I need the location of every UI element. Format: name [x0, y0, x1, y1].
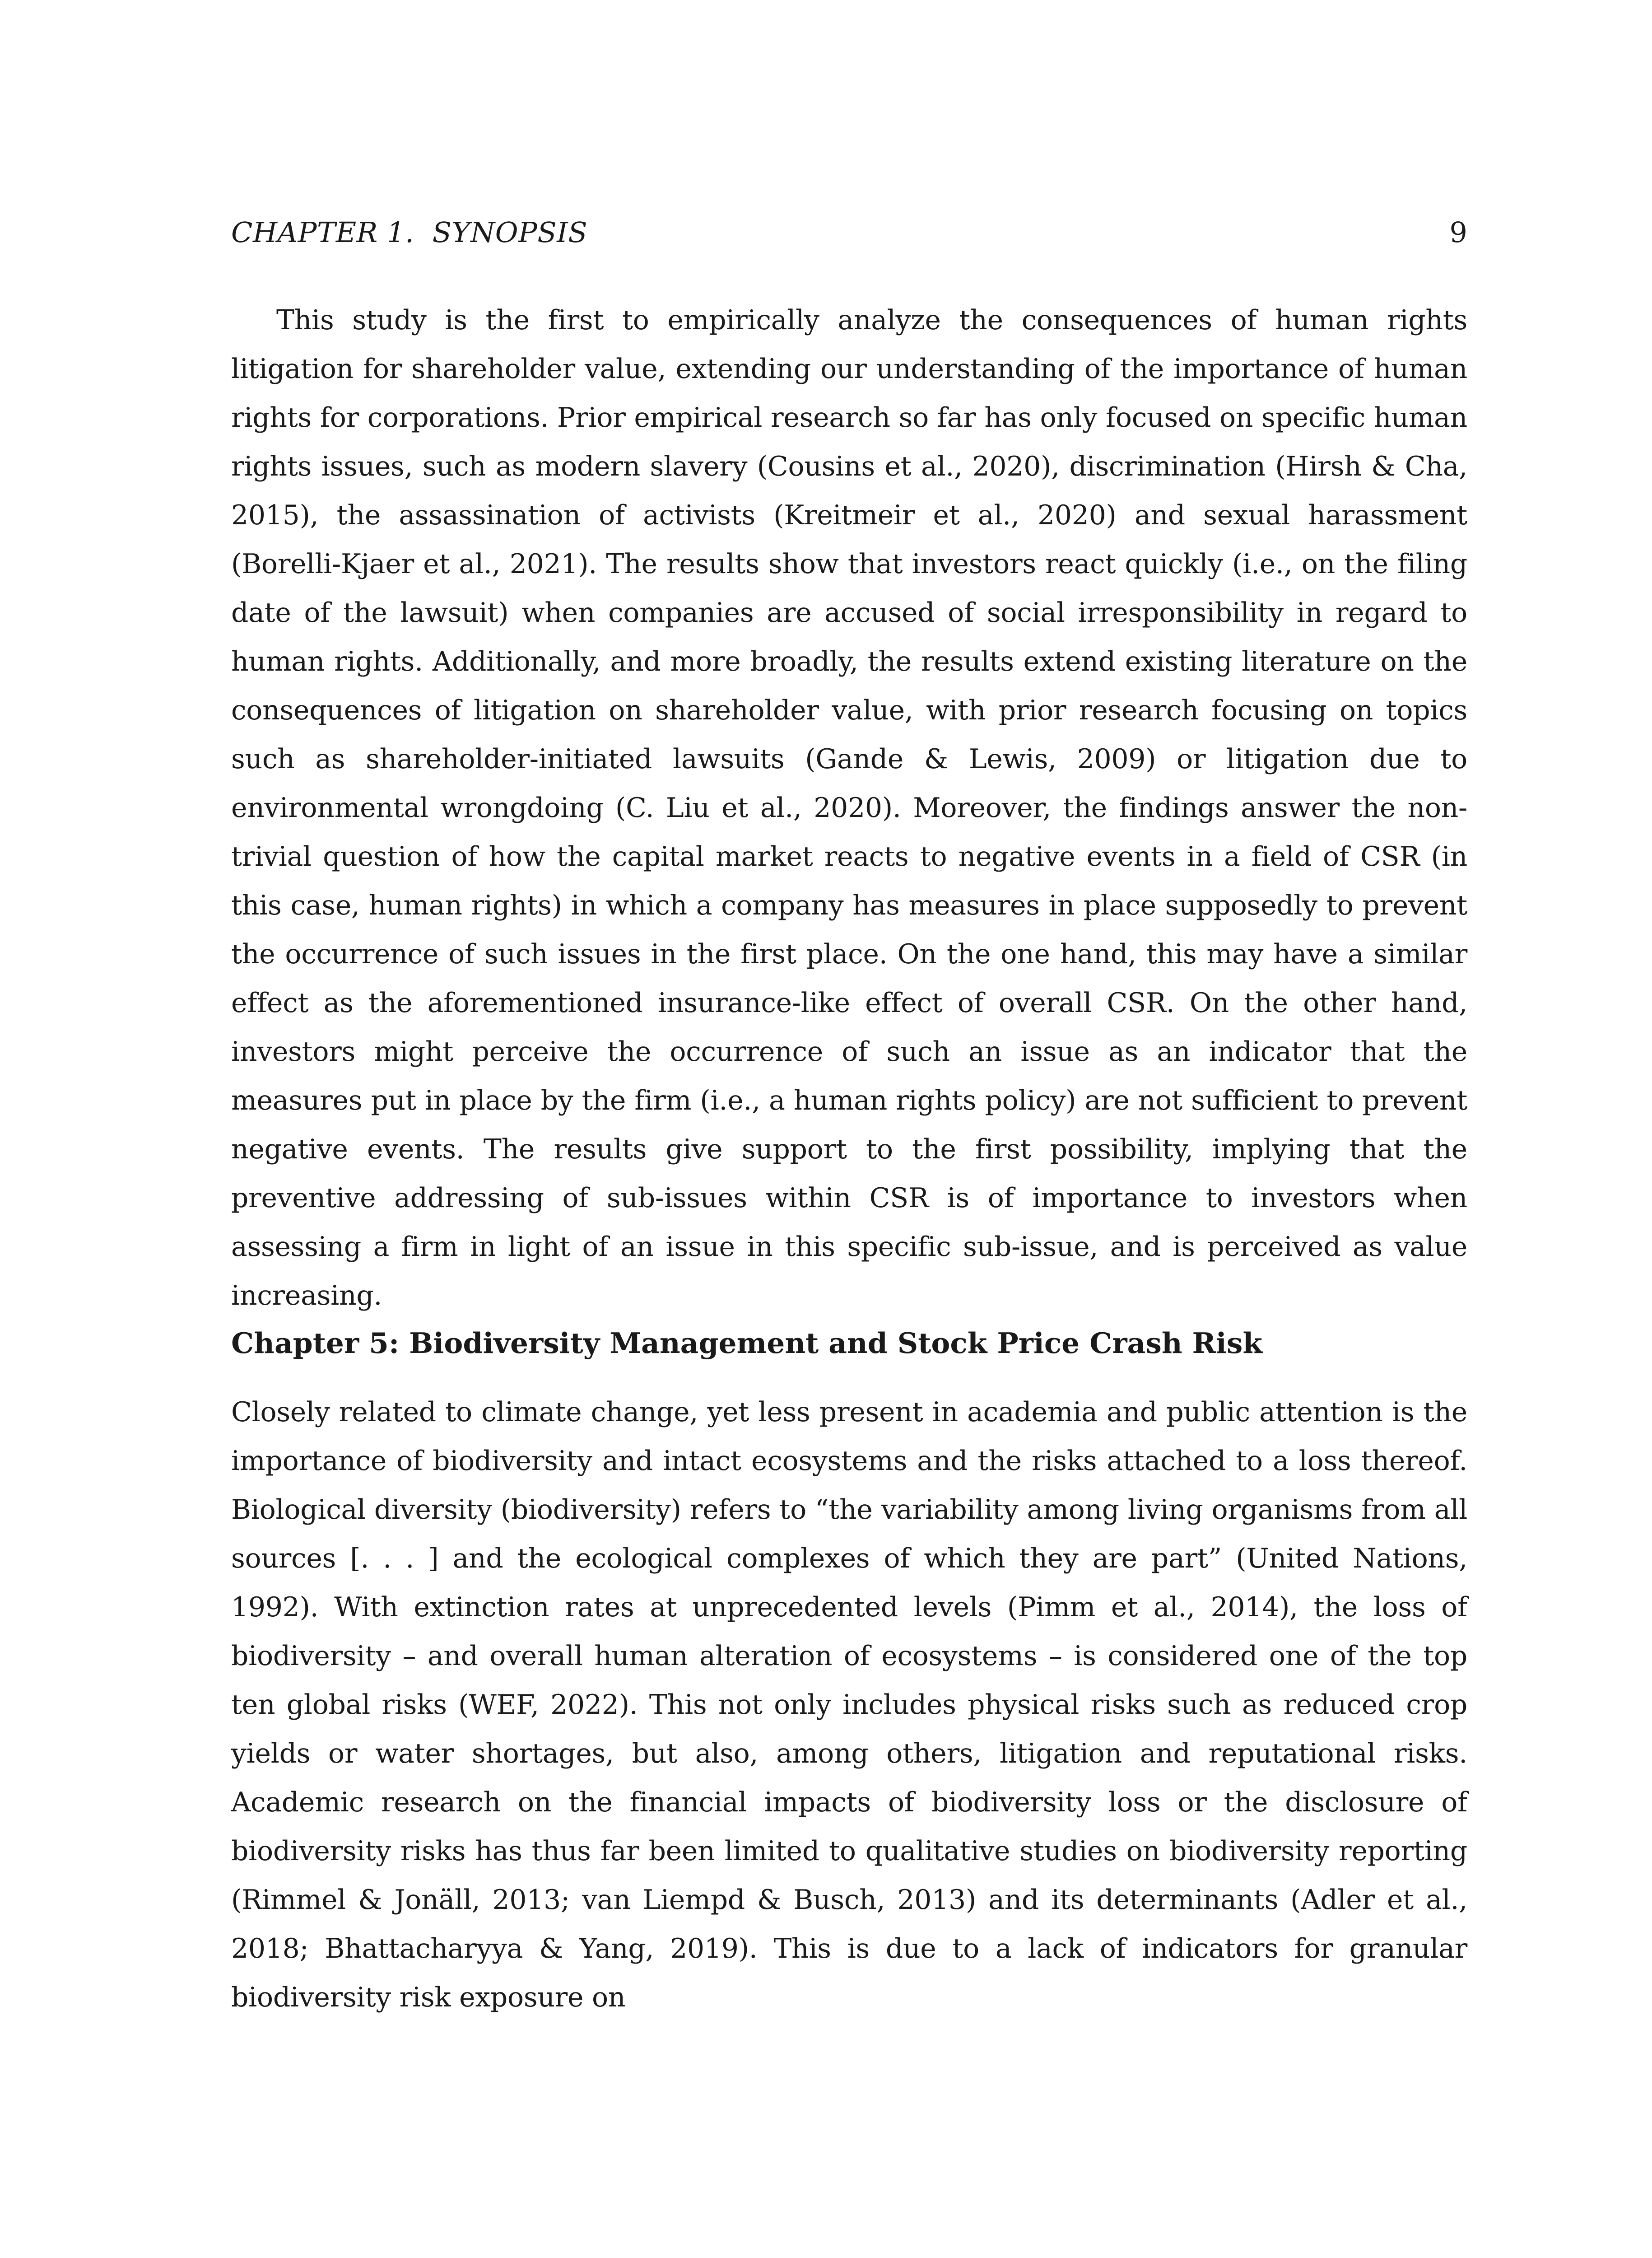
body-paragraph-biodiversity: Closely related to climate change, yet less present in academia and public attention is the importance of biodiversity and intact ecosystems and the risks attached to a loss thereof. Biological diversity (biodiversity) refers to “the variability among living organisms from all sources [. . . ] and the ecological complexes of which they are part” (United Nations, 1992). With extinction rates at unprecedented levels (Pimm et al., 2014), the loss of biodiversity – and overall human alteration of ecosystems – is considered one of the top ten global risks (WEF, 2022). This not only includes physical risks such as reduced crop yields or water shortages, but also, among others, litigation and reputational risks. Academic research on the financial impacts of biodiversity loss or the disclosure of biodiversity risks has thus far been limited to qualitative studies on biodiversity reporting (Rimmel & Jonäll, 2013; van Liempd & Busch, 2013) and its determinants (Adler et al., 2018; Bhattacharyya & Yang, 2019). This is due to a lack of indicators for granular biodiversity risk exposure on — [231, 1396, 1467, 2013]
chapter-title: CHAPTER 1. SYNOPSIS — [231, 216, 588, 249]
body-paragraph-human-rights: This study is the first to empirically analyze the consequences of human rights litigation for shareholder value, extending our understanding of the importance of human rights for corporations. Prior empirical research so far has only focused on specific human rights issues, such as modern slavery (Cousins et al., 2020), discrimination (Hirsh & Cha, 2015), the assassination of activists (Kreitmeir et al., 2020) and sexual harassment (Borelli-Kjaer et al., 2021). The results show that investors react quickly (i.e., on the filing date of the lawsuit) when companies are accused of social irresponsibility in regard to human rights. Additionally, and more broadly, the results extend existing literature on the consequences of litigation on shareholder value, with prior research focusing on topics such as shareholder-initiated lawsuits (Gande & Lewis, 2009) or litigation due to environmental wrongdoing (C. Liu et al., 2020). Moreover, the findings answer the non-trivial question of how the capital market reacts to negative events in a field of CSR (in this case, human rights) in which a company has measures in place supposedly to prevent the occurrence of such issues in the first place. On the one hand, this may have a similar effect as the aforementioned insurance-like effect of overall CSR. On the other hand, investors might perceive the occurrence of such an issue as an indicator that the measures put in place by the firm (i.e., a human rights policy) are not sufficient to prevent negative events. The results give support to the first possibility, implying that the preventive addressing of sub-issues within CSR is of importance to investors when assessing a firm in light of an issue in this specific sub-issue, and is perceived as value increasing. — [231, 304, 1467, 1311]
section-heading-chapter-5: Chapter 5: Biodiversity Management and Stock Price Crash Risk — [231, 1326, 1262, 1360]
running-header — [231, 212, 1467, 253]
page-number: 9 — [1449, 216, 1467, 249]
